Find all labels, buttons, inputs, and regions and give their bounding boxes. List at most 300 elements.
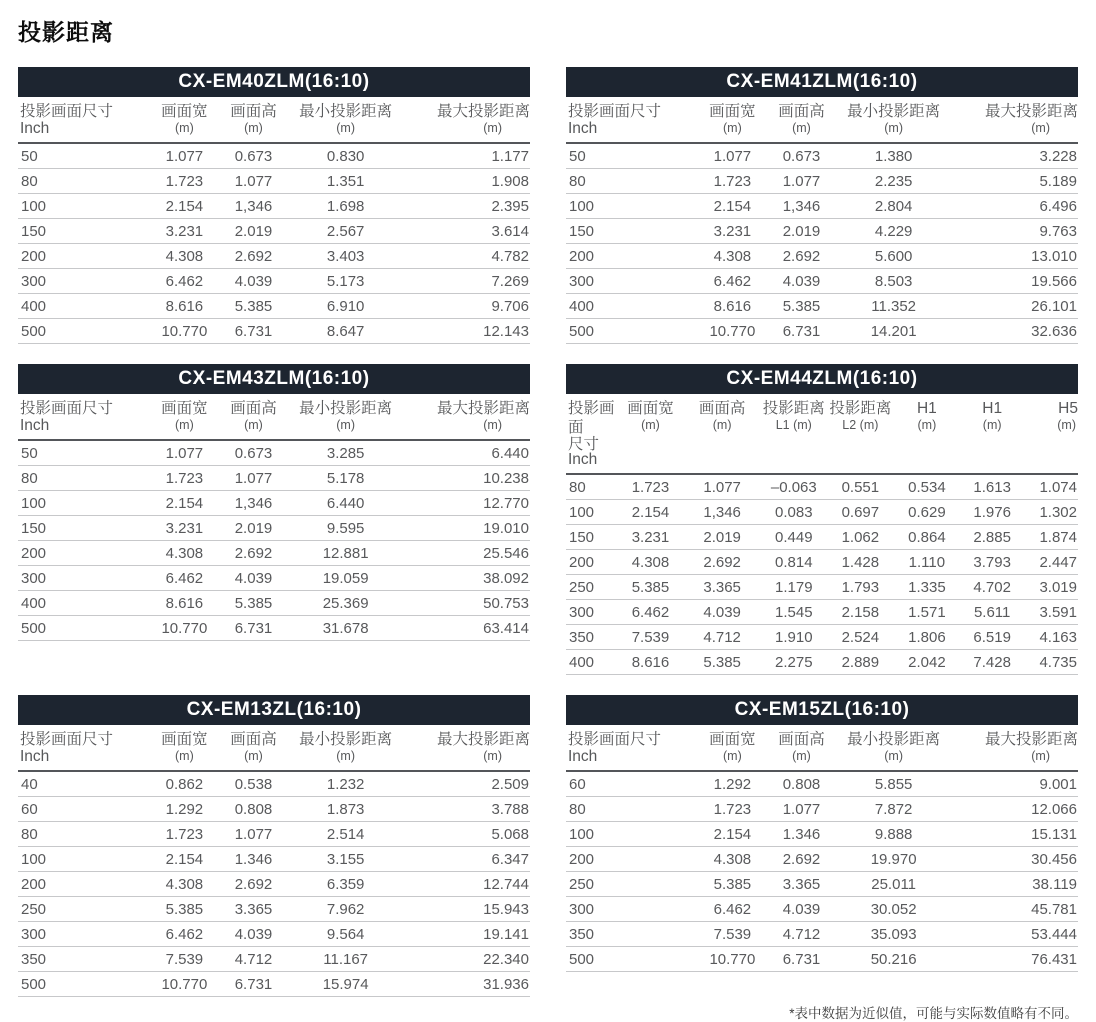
table-row xyxy=(566,500,1078,525)
table-cell: 7.872 xyxy=(837,797,950,822)
header-row xyxy=(566,394,1078,474)
page-title: 投影距离 xyxy=(18,19,114,45)
table-cell: 200 xyxy=(18,541,151,566)
table-cell: 7.269 xyxy=(402,269,530,294)
header-row xyxy=(18,97,530,143)
table-cell: 3.793 xyxy=(960,550,1024,575)
table-cell: 1.232 xyxy=(289,771,402,797)
column-header xyxy=(18,97,151,143)
table-cell: 6.347 xyxy=(402,847,530,872)
table-cell: 500 xyxy=(566,947,699,972)
table-cell: 12.744 xyxy=(402,872,530,897)
table-cell: 0.449 xyxy=(761,525,828,550)
table-cell: 2.567 xyxy=(289,219,402,244)
table-cell: 3.155 xyxy=(289,847,402,872)
table-row xyxy=(18,269,530,294)
table-row xyxy=(18,516,530,541)
table-title-bar: CX-EM41ZLM(16:10) xyxy=(566,67,1078,97)
table-cell: 2.154 xyxy=(699,822,766,847)
table-cell: 0.864 xyxy=(894,525,961,550)
column-header-unit: (m) xyxy=(175,121,194,135)
table-cell: 150 xyxy=(566,525,617,550)
table-cell: 1.335 xyxy=(894,575,961,600)
column-header-label: 画面宽 xyxy=(161,731,208,748)
table-cell: 6.731 xyxy=(218,319,290,344)
table-cell: 0.808 xyxy=(218,797,290,822)
table-cell: 5.385 xyxy=(617,575,684,600)
table-cell: 3.614 xyxy=(402,219,530,244)
column-header-unit: (m) xyxy=(917,418,937,432)
column-header-unit: (m) xyxy=(336,418,356,432)
table-row xyxy=(18,440,530,466)
table-cell: 19.059 xyxy=(289,566,402,591)
column-header-unit: Inch xyxy=(20,120,50,137)
projection-table-cx-em40zlm xyxy=(18,67,530,344)
table-cell: 5.385 xyxy=(218,294,290,319)
column-header xyxy=(151,725,218,771)
table-cell: 300 xyxy=(18,566,151,591)
column-header-label: 最小投影距离 xyxy=(847,103,941,120)
table-cell: 4.308 xyxy=(151,244,218,269)
column-header-label: 画面宽 xyxy=(161,400,208,417)
projection-table-cx-em13zl xyxy=(18,695,530,997)
table-cell: 1,346 xyxy=(218,194,290,219)
table-cell: 4.229 xyxy=(837,219,950,244)
table-cell: 2.019 xyxy=(766,219,838,244)
column-header-unit: (m) xyxy=(336,749,356,763)
table-cell: 1.077 xyxy=(218,822,290,847)
table-cell: 400 xyxy=(566,650,617,675)
table-cell: 200 xyxy=(18,244,151,269)
column-header xyxy=(218,725,290,771)
projection-distance-table xyxy=(18,97,530,344)
table-cell: 25.369 xyxy=(289,591,402,616)
projection-table-cx-em15zl xyxy=(566,695,1078,972)
table-row xyxy=(18,244,530,269)
table-cell: 1.077 xyxy=(684,474,761,500)
approximation-footnote: *表中数据为近似值，可能与实际数值略有不同。 xyxy=(789,1006,1078,1021)
projection-distance-table xyxy=(566,97,1078,344)
table-cell: 2.447 xyxy=(1024,550,1078,575)
column-header-label: 画面高 xyxy=(230,400,277,417)
table-cell: 80 xyxy=(18,169,151,194)
table-cell: 150 xyxy=(566,219,699,244)
table-cell: 80 xyxy=(566,474,617,500)
table-cell: 1.723 xyxy=(151,466,218,491)
table-row xyxy=(18,616,530,641)
table-row xyxy=(566,822,1078,847)
column-header-label: 最小投影距离 xyxy=(299,731,393,748)
table-cell: 4.039 xyxy=(218,269,290,294)
column-header-unit: (m) xyxy=(792,749,811,763)
table-cell: 1.179 xyxy=(761,575,828,600)
column-header xyxy=(566,394,617,474)
column-header-label: 最大投影距离 xyxy=(984,103,1078,120)
table-cell: 2.692 xyxy=(684,550,761,575)
table-cell: 8.616 xyxy=(151,591,218,616)
column-header xyxy=(766,725,838,771)
column-header-unit: Inch xyxy=(568,748,598,765)
table-cell: 8.616 xyxy=(617,650,684,675)
table-cell: 500 xyxy=(566,319,699,344)
column-header-unit: (m) xyxy=(175,418,194,432)
table-cell: 10.770 xyxy=(151,972,218,997)
table-cell: 5.385 xyxy=(699,872,766,897)
table-cell: 7.539 xyxy=(617,625,684,650)
table-cell: 1.545 xyxy=(761,600,828,625)
column-header-unit: (m) xyxy=(244,749,263,763)
table-row xyxy=(566,525,1078,550)
table-cell: 200 xyxy=(566,244,699,269)
table-cell: 1.806 xyxy=(894,625,961,650)
column-header xyxy=(699,725,766,771)
table-cell: 4.039 xyxy=(218,566,290,591)
table-cell: 3.231 xyxy=(699,219,766,244)
table-cell: 4.039 xyxy=(766,897,838,922)
column-header xyxy=(151,97,218,143)
table-cell: 80 xyxy=(18,822,151,847)
table-cell: 500 xyxy=(18,972,151,997)
table-cell: 200 xyxy=(18,872,151,897)
table-cell: 500 xyxy=(18,319,151,344)
table-cell: 350 xyxy=(18,947,151,972)
table-cell: 5.385 xyxy=(766,294,838,319)
table-cell: 10.770 xyxy=(151,616,218,641)
table-cell: 3.788 xyxy=(402,797,530,822)
table-cell: 300 xyxy=(566,269,699,294)
table-cell: 19.566 xyxy=(950,269,1078,294)
column-header xyxy=(837,725,950,771)
table-cell: 4.308 xyxy=(617,550,684,575)
column-header xyxy=(617,394,684,474)
table-cell: 1.074 xyxy=(1024,474,1078,500)
table-cell: 0.814 xyxy=(761,550,828,575)
table-cell: 4.039 xyxy=(766,269,838,294)
table-row xyxy=(566,625,1078,650)
column-header-unit: Inch xyxy=(568,120,598,137)
table-cell: 40 xyxy=(18,771,151,797)
table-cell: 9.763 xyxy=(950,219,1078,244)
table-row xyxy=(566,319,1078,344)
column-header-unit: (m) xyxy=(982,418,1002,432)
column-header xyxy=(18,394,151,440)
table-cell: 1.292 xyxy=(699,771,766,797)
column-header-label: 投影画面尺寸 xyxy=(20,400,114,417)
table-cell: 10.770 xyxy=(699,319,766,344)
table-cell: 63.414 xyxy=(402,616,530,641)
table-cell: 300 xyxy=(18,922,151,947)
table-cell: 4.712 xyxy=(766,922,838,947)
table-row xyxy=(18,922,530,947)
table-title-bar: CX-EM44ZLM(16:10) xyxy=(566,364,1078,394)
table-cell: 6.731 xyxy=(218,616,290,641)
table-cell: 2.019 xyxy=(218,219,290,244)
column-header xyxy=(218,394,290,440)
table-cell: 4.308 xyxy=(699,847,766,872)
table-cell: 0.551 xyxy=(827,474,894,500)
header-row xyxy=(18,394,530,440)
projection-table-cx-em44zlm xyxy=(566,364,1078,675)
table-cell: 15.943 xyxy=(402,897,530,922)
table-cell: 2.019 xyxy=(218,516,290,541)
table-cell: 2.885 xyxy=(960,525,1024,550)
table-cell: 1.302 xyxy=(1024,500,1078,525)
table-cell: 35.093 xyxy=(837,922,950,947)
column-header xyxy=(566,725,699,771)
table-cell: 4.308 xyxy=(151,541,218,566)
table-cell: 8.647 xyxy=(289,319,402,344)
column-header-unit: (m) xyxy=(792,121,811,135)
table-cell: 2.692 xyxy=(218,872,290,897)
table-cell: 1.873 xyxy=(289,797,402,822)
table-row xyxy=(18,566,530,591)
table-cell: 0.697 xyxy=(827,500,894,525)
column-header xyxy=(827,394,894,474)
table-row xyxy=(18,947,530,972)
column-header-label: 画面宽 xyxy=(709,103,756,120)
column-header-unit: Inch xyxy=(20,748,50,765)
column-header-label: 最小投影距离 xyxy=(299,103,393,120)
table-cell: 76.431 xyxy=(950,947,1078,972)
table-cell: 500 xyxy=(18,616,151,641)
table-title-bar: CX-EM13ZL(16:10) xyxy=(18,695,530,725)
table-cell: 250 xyxy=(566,575,617,600)
table-cell: 9.001 xyxy=(950,771,1078,797)
table-cell: 1.292 xyxy=(151,797,218,822)
table-cell: 1.351 xyxy=(289,169,402,194)
table-row xyxy=(18,591,530,616)
table-row xyxy=(18,872,530,897)
table-cell: 6.462 xyxy=(699,269,766,294)
table-cell: 5.189 xyxy=(950,169,1078,194)
projection-distance-table xyxy=(566,394,1078,675)
column-header xyxy=(950,725,1078,771)
table-cell: 6.462 xyxy=(151,566,218,591)
table-cell: 2.524 xyxy=(827,625,894,650)
table-cell: 200 xyxy=(566,847,699,872)
column-header-label: 最大投影距离 xyxy=(436,731,530,748)
table-cell: 8.616 xyxy=(699,294,766,319)
tables-grid xyxy=(18,67,1078,997)
table-row xyxy=(566,294,1078,319)
table-row xyxy=(566,269,1078,294)
table-row xyxy=(18,169,530,194)
table-cell: 400 xyxy=(18,294,151,319)
projection-distance-table xyxy=(566,725,1078,972)
table-cell: 9.706 xyxy=(402,294,530,319)
table-cell: 45.781 xyxy=(950,897,1078,922)
table-cell: 4.039 xyxy=(684,600,761,625)
table-cell: 1,346 xyxy=(218,491,290,516)
table-cell: 50 xyxy=(18,440,151,466)
table-cell: 0.808 xyxy=(766,771,838,797)
table-cell: 1.571 xyxy=(894,600,961,625)
table-row xyxy=(566,575,1078,600)
column-header-label: 画面宽 xyxy=(627,400,674,417)
table-cell: 2.154 xyxy=(699,194,766,219)
table-row xyxy=(18,194,530,219)
table-row xyxy=(566,600,1078,625)
table-cell: 6.731 xyxy=(766,319,838,344)
table-cell: 30.052 xyxy=(837,897,950,922)
column-header-label: 投影画面尺寸 xyxy=(568,103,662,120)
table-cell: 7.962 xyxy=(289,897,402,922)
table-cell: 200 xyxy=(566,550,617,575)
table-row xyxy=(18,972,530,997)
table-cell: 2.235 xyxy=(837,169,950,194)
column-header-unit: (m) xyxy=(723,749,742,763)
table-cell: 1.077 xyxy=(151,440,218,466)
column-header-label: H5 xyxy=(1058,400,1078,417)
table-cell: 5.611 xyxy=(960,600,1024,625)
column-header-label: 投影距离 xyxy=(762,400,825,417)
table-cell: 4.308 xyxy=(151,872,218,897)
table-cell: 350 xyxy=(566,625,617,650)
table-cell: 100 xyxy=(18,491,151,516)
column-header-unit: (m) xyxy=(175,749,194,763)
table-cell: 6.731 xyxy=(766,947,838,972)
table-cell: 0.862 xyxy=(151,771,218,797)
column-header xyxy=(684,394,761,474)
column-header xyxy=(402,725,530,771)
column-header-unit: L2 (m) xyxy=(842,418,879,432)
column-header-unit: (m) xyxy=(483,121,502,135)
table-cell: 0.673 xyxy=(766,143,838,169)
table-cell: 2.514 xyxy=(289,822,402,847)
table-cell: 5.178 xyxy=(289,466,402,491)
table-cell: 0.083 xyxy=(761,500,828,525)
column-header xyxy=(766,97,838,143)
table-cell: 6.519 xyxy=(960,625,1024,650)
table-cell: 1.723 xyxy=(151,822,218,847)
table-cell: 2.692 xyxy=(766,847,838,872)
table-cell: 25.546 xyxy=(402,541,530,566)
table-cell: 3.231 xyxy=(151,516,218,541)
column-header xyxy=(402,97,530,143)
table-row xyxy=(566,550,1078,575)
column-header-unit: (m) xyxy=(712,418,732,432)
table-cell: 300 xyxy=(566,600,617,625)
table-cell: 25.011 xyxy=(837,872,950,897)
column-header-unit: L1 (m) xyxy=(775,418,812,432)
column-header xyxy=(218,97,290,143)
table-cell: 0.673 xyxy=(218,440,290,466)
table-cell: 50 xyxy=(566,143,699,169)
header-row xyxy=(566,97,1078,143)
table-title-bar: CX-EM15ZL(16:10) xyxy=(566,695,1078,725)
table-cell: 8.616 xyxy=(151,294,218,319)
column-header xyxy=(894,394,961,474)
table-cell: 5.385 xyxy=(151,897,218,922)
column-header xyxy=(151,394,218,440)
table-cell: 1.077 xyxy=(766,169,838,194)
table-cell: 2.154 xyxy=(151,491,218,516)
table-cell: 400 xyxy=(18,591,151,616)
table-title-bar: CX-EM43ZLM(16:10) xyxy=(18,364,530,394)
column-header-label: 投影画面尺寸 xyxy=(20,731,114,748)
column-header-unit: (m) xyxy=(884,749,904,763)
table-cell: 12.770 xyxy=(402,491,530,516)
table-cell: 2.154 xyxy=(151,847,218,872)
table-cell: 100 xyxy=(566,822,699,847)
table-cell: 3.019 xyxy=(1024,575,1078,600)
table-cell: 5.600 xyxy=(837,244,950,269)
table-cell: 0.538 xyxy=(218,771,290,797)
header-row xyxy=(566,725,1078,771)
column-header xyxy=(566,97,699,143)
table-cell: 31.678 xyxy=(289,616,402,641)
table-cell: 2.804 xyxy=(837,194,950,219)
table-cell: 150 xyxy=(18,516,151,541)
table-cell: 100 xyxy=(566,194,699,219)
column-header-label: H1 xyxy=(916,400,937,417)
table-row xyxy=(566,219,1078,244)
table-row xyxy=(18,797,530,822)
column-header-unit: (m) xyxy=(884,121,904,135)
table-row xyxy=(18,466,530,491)
table-cell: 1.077 xyxy=(151,143,218,169)
table-cell: 6.462 xyxy=(151,269,218,294)
table-cell: 3.591 xyxy=(1024,600,1078,625)
table-cell: 22.340 xyxy=(402,947,530,972)
table-cell: 5.855 xyxy=(837,771,950,797)
table-cell: 6.910 xyxy=(289,294,402,319)
header-row xyxy=(18,725,530,771)
table-cell: 4.782 xyxy=(402,244,530,269)
table-cell: –0.063 xyxy=(761,474,828,500)
table-row xyxy=(566,143,1078,169)
table-cell: 150 xyxy=(18,219,151,244)
table-cell: 8.503 xyxy=(837,269,950,294)
table-cell: 2.692 xyxy=(218,541,290,566)
table-row xyxy=(18,143,530,169)
table-cell: 3.365 xyxy=(684,575,761,600)
table-cell: 5.068 xyxy=(402,822,530,847)
table-cell: 9.888 xyxy=(837,822,950,847)
column-header xyxy=(402,394,530,440)
table-cell: 4.308 xyxy=(699,244,766,269)
column-header-unit: (m) xyxy=(336,121,356,135)
table-cell: 11.167 xyxy=(289,947,402,972)
table-cell: 1.698 xyxy=(289,194,402,219)
table-cell: 4.702 xyxy=(960,575,1024,600)
table-cell: 3.365 xyxy=(766,872,838,897)
table-cell: 250 xyxy=(18,897,151,922)
table-cell: 32.636 xyxy=(950,319,1078,344)
table-cell: 53.444 xyxy=(950,922,1078,947)
table-cell: 3.228 xyxy=(950,143,1078,169)
table-row xyxy=(566,897,1078,922)
table-cell: 1.428 xyxy=(827,550,894,575)
table-row xyxy=(566,947,1078,972)
column-header xyxy=(289,725,402,771)
table-cell: 4.039 xyxy=(218,922,290,947)
table-cell: 1.077 xyxy=(218,169,290,194)
table-cell: 60 xyxy=(566,771,699,797)
table-cell: 0.830 xyxy=(289,143,402,169)
table-row xyxy=(18,319,530,344)
table-cell: 50.753 xyxy=(402,591,530,616)
column-header xyxy=(761,394,828,474)
table-cell: 300 xyxy=(566,897,699,922)
table-cell: 1.976 xyxy=(960,500,1024,525)
table-cell: 2.509 xyxy=(402,771,530,797)
table-cell: 3.403 xyxy=(289,244,402,269)
table-cell: 2.395 xyxy=(402,194,530,219)
table-cell: 19.970 xyxy=(837,847,950,872)
table-cell: 19.141 xyxy=(402,922,530,947)
table-cell: 4.712 xyxy=(218,947,290,972)
